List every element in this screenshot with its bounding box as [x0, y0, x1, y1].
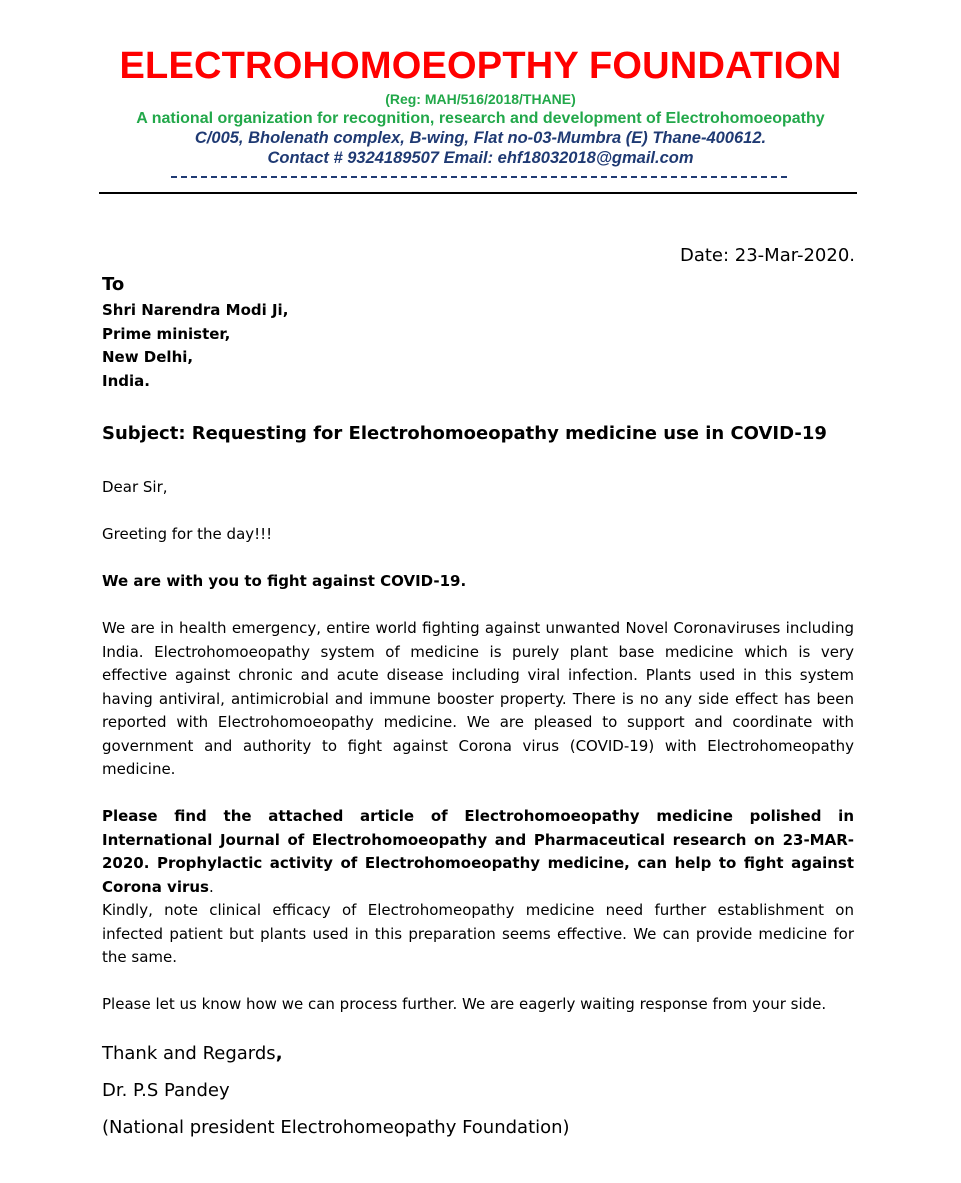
- org-address: C/005, Bholenath complex, B-wing, Flat no-03-Mumbra (E) Thane-400612.: [194, 129, 767, 147]
- recipient-line: New Delhi,: [102, 348, 194, 366]
- org-tagline: A national organization for recognition, research and development of Electrohomoeopathy: [136, 110, 825, 127]
- org-name: ELECTROHOMOEOPTHY FOUNDATION: [119, 45, 842, 87]
- salutation: Dear Sir,: [102, 478, 168, 496]
- registration-number: (Reg: MAH/516/2018/THANE): [385, 91, 576, 107]
- header-divider: [99, 192, 857, 194]
- paragraph-request: Please let us know how we can process further. We are eagerly waiting response from your side.: [102, 995, 827, 1013]
- letter-date: Date: 23-Mar-2020.: [679, 245, 855, 266]
- closing-comma: ,: [275, 1043, 283, 1064]
- paragraph-efficacy: Kindly, note clinical efficacy of Electrohomeopathy medicine need further establishment on infected patient but plants used in this preparation seems effective. We can provide medicine for the same.: [102, 901, 854, 966]
- paragraph-article: [102, 805, 854, 899]
- signatory-name: Dr. P.S Pandey: [102, 1080, 230, 1101]
- closing-text: Thank and Regards: [102, 1043, 276, 1064]
- to-label: To: [102, 274, 125, 295]
- recipient-line: Prime minister,: [102, 324, 231, 343]
- signatory-title: (National president Electrohomeopathy Foundation): [102, 1117, 570, 1138]
- letter-subject: Subject: Requesting for Electrohomoeopathy medicine use in COVID-19: [102, 423, 827, 444]
- dashed-divider: [171, 176, 787, 178]
- org-contact: Contact # 9324189507 Email: ehf18032018@gmail.com: [267, 149, 694, 167]
- closing: [102, 1042, 283, 1066]
- greeting: Greeting for the day!!!: [102, 525, 273, 543]
- support-statement: We are with you to fight against COVID-19.: [102, 572, 467, 590]
- article-period: .: [208, 877, 214, 896]
- paragraph-emergency: We are in health emergency, entire world fighting against unwanted Novel Coronaviruses including India. Electrohomoeopathy system of medicine is purely plant base medicine which is very effective against chronic and acute disease including viral infection. Plants used in this system having antiviral, antimicrobial and immune booster property. There is no any side effect has been reported with Electrohomoeopathy medicine. We are pleased to support and coordinate with government and authority to fight against Corona virus (COVID-19) with Electrohomeopathy medicine.: [102, 619, 854, 778]
- recipient-line: Shri Narendra Modi Ji,: [102, 301, 289, 319]
- recipient-address: [102, 299, 288, 393]
- article-reference: Please find the attached article of Electrohomoeopathy medicine polished in International Journal of Electrohomoeopathy and Pharmaceutical research on 23-MAR-2020. Prophylactic activity of Electrohomoeopathy medicine, can help to fight against Corona virus: [102, 807, 854, 896]
- recipient-line: India.: [102, 371, 150, 390]
